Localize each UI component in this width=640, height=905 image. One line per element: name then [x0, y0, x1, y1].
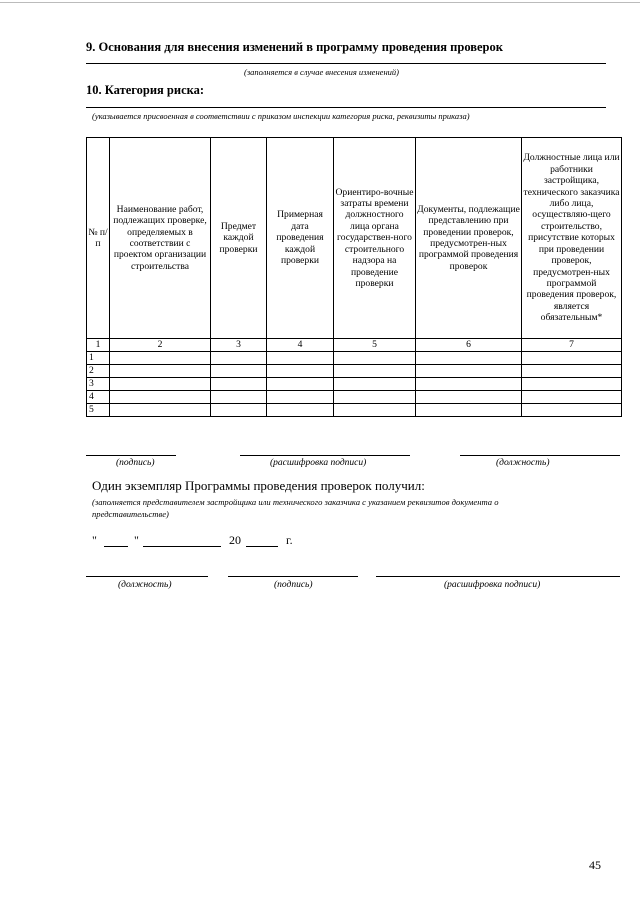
signature2-label-dolzhnost: (должность): [118, 580, 172, 590]
signature-label-dolzhnost: (должность): [496, 458, 550, 468]
section10-fill-line: [86, 107, 606, 108]
received-title: Один экземпляр Программы проведения проверок получил:: [92, 478, 425, 493]
date-quote-open: ": [92, 533, 97, 547]
received-note-line1: (заполняется представителем застройщика или технического заказчика с указанием реквизитов документа о: [92, 497, 499, 507]
column-number-row: [87, 339, 622, 352]
scan-edge-line: [0, 2, 640, 3]
signature-line-podpis: [86, 455, 176, 456]
row-number: 3: [87, 378, 110, 391]
row-number: 1: [87, 352, 110, 365]
page-number: 45: [589, 858, 601, 872]
signature2-label-podpis: (подпись): [274, 580, 313, 590]
col-num-2: 2: [110, 339, 211, 352]
table-row: [87, 404, 622, 417]
header-number: № п/п: [87, 138, 110, 339]
received-note-line2: представительстве): [92, 509, 169, 519]
col-num-6: 6: [416, 339, 522, 352]
signature2-line-podpis: [228, 576, 358, 577]
signature2-line-dolzhnost: [86, 576, 208, 577]
date-year-prefix: 20: [229, 533, 241, 547]
section9-fill-line: [86, 63, 606, 64]
col-num-4: 4: [267, 339, 334, 352]
table-row: [87, 391, 622, 404]
header-work-name: Наименование работ, подлежащих проверке, определяемых в соответствии с проектом организации строительства: [110, 138, 211, 339]
col-num-7: 7: [522, 339, 622, 352]
date-day-line: [104, 546, 128, 547]
header-date: Примерная дата проведения каждой проверки: [267, 138, 334, 339]
col-num-1: 1: [87, 339, 110, 352]
section10-title: 10. Категория риска:: [86, 83, 205, 97]
signature-label-podpis: (подпись): [116, 458, 155, 468]
signature-line-dolzhnost: [460, 455, 620, 456]
table-row: [87, 378, 622, 391]
header-subject: Предмет каждой проверки: [211, 138, 267, 339]
section9-title: 9. Основания для внесения изменений в программу проведения проверок: [86, 40, 503, 54]
table-row: [87, 352, 622, 365]
signature-line-rasshifrovka: [240, 455, 410, 456]
date-year-suffix: г.: [286, 533, 293, 547]
header-time-costs: Ориентиро-вочные затраты времени должностного лица органа государствен-ного строительного надзора на проведение проверки: [334, 138, 416, 339]
row-number: 4: [87, 391, 110, 404]
date-year-line: [246, 546, 278, 547]
header-documents: Документы, подлежащие представлению при проведении проверок, предусмотрен-ных программой проведения проверок: [416, 138, 522, 339]
signature2-line-rasshifrovka: [376, 576, 620, 577]
row-number: 5: [87, 404, 110, 417]
header-officials: Должностные лица или работники застройщика, технического заказчика либо лица, осуществляю-щего строительство, присутствие которых при проведении проверок, предусмотрен-ных программой проведения проверок, является обязательным*: [522, 138, 622, 339]
section9-note: (заполняется в случае внесения изменений): [244, 67, 399, 77]
signature-label-rasshifrovka: (расшифровка подписи): [270, 458, 367, 468]
col-num-5: 5: [334, 339, 416, 352]
date-quote-close: ": [134, 533, 139, 547]
section10-note: (указывается присвоенная в соответствии с приказом инспекции категория риска, реквизиты приказа): [92, 111, 470, 121]
table-row: [87, 365, 622, 378]
row-number: 2: [87, 365, 110, 378]
signature2-label-rasshifrovka: (расшифровка подписи): [444, 580, 541, 590]
col-num-3: 3: [211, 339, 267, 352]
date-month-line: [143, 546, 221, 547]
table-header-row: [87, 138, 622, 339]
inspection-program-table: [86, 137, 622, 417]
